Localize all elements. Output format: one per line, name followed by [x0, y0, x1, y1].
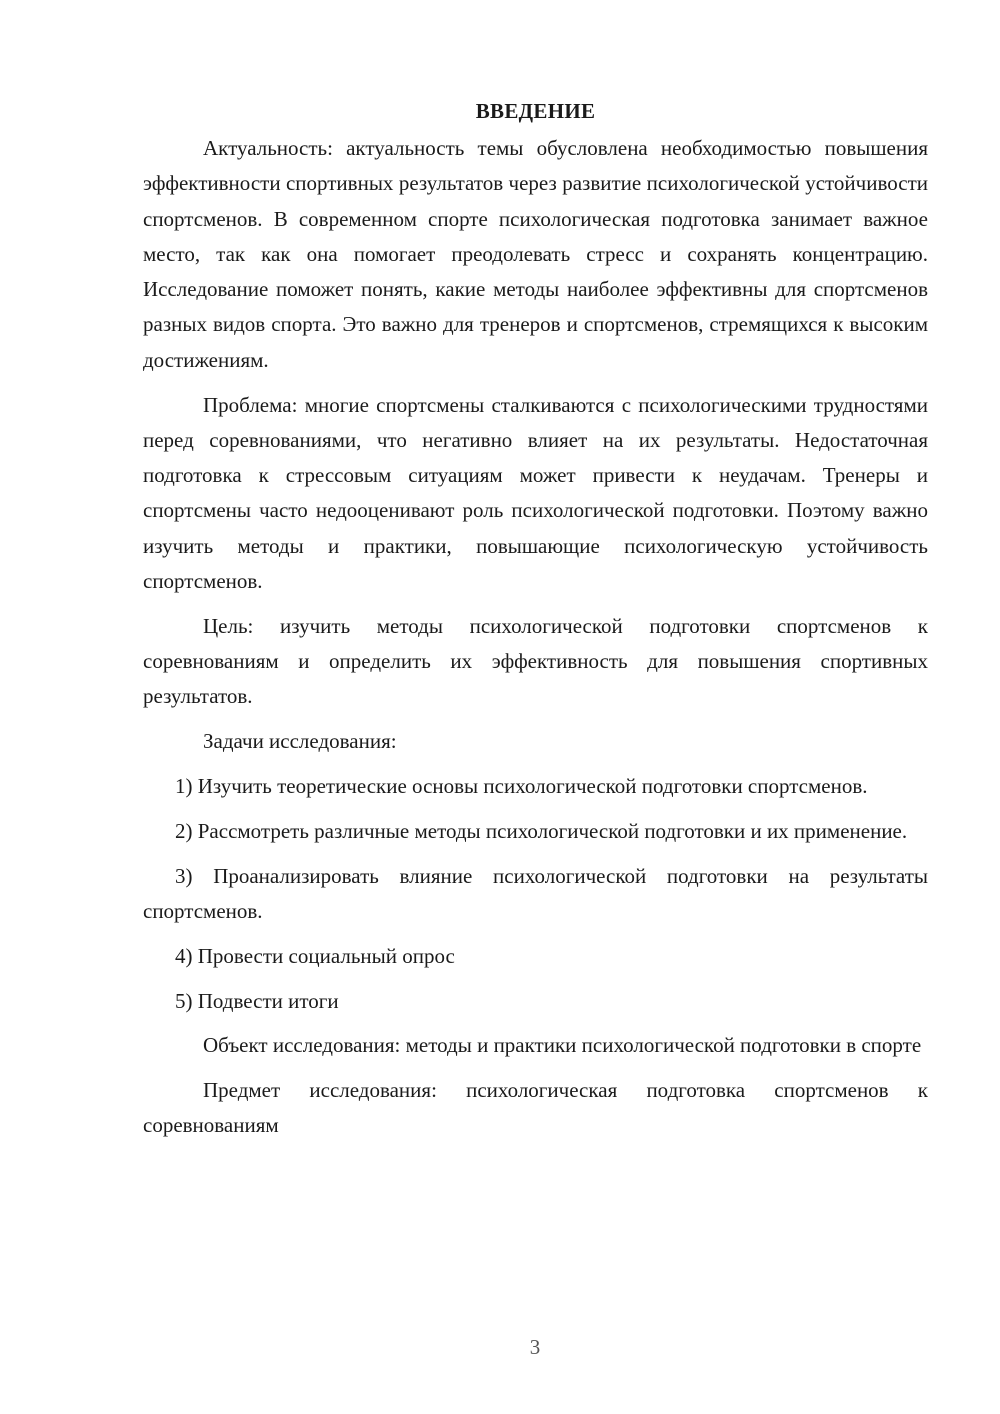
object-paragraph: Объект исследования: методы и практики психологической подготовки в спорте — [203, 1033, 922, 1058]
page-content — [143, 96, 928, 1153]
page-number: 3 — [529, 1335, 541, 1359]
problem-paragraph: Проблема: многие спортсмены сталкиваются с психологическими трудностями перед соревнованиями, что негативно влияет на их результаты. Недостаточная подготовка к стрессовым ситуациям может привести к неудачам. Тренеры и спортсмены часто недооценивают роль психологической подготовки. Поэтому важно изучить методы и практики, повышающие психологическую устойчивость спортсменов. — [143, 392, 928, 594]
task-item-3: 3) Проанализировать влияние психологической подготовки на результаты спортсменов. — [143, 863, 928, 923]
relevance-paragraph: Актуальность: актуальность темы обусловлена необходимостью повышения эффективности спортивных результатов через развитие психологической устойчивости спортсменов. В современном спорте психологическая подготовка занимает важное место, так как она помогает преодолевать стресс и сохранять концентрацию. Исследование поможет понять, какие методы наиболее эффективны для спортсменов разных видов спорта. Это важно для тренеров и спортсменов, стремящихся к высоким достижениям. — [143, 136, 928, 372]
section-heading: ВВЕДЕНИЕ — [475, 99, 596, 123]
task-item-1: 1) Изучить теоретические основы психологической подготовки спортсменов. — [175, 774, 868, 799]
task-item-5: 5) Подвести итоги — [175, 988, 339, 1013]
task-item-2: 2) Рассмотреть различные методы психологической подготовки и их применение. — [175, 818, 908, 843]
subject-paragraph: Предмет исследования: психологическая подготовка спортсменов к соревнованиям — [143, 1078, 928, 1138]
tasks-heading: Задачи исследования: — [203, 729, 397, 754]
task-item-4: 4) Провести социальный опрос — [175, 943, 455, 968]
goal-paragraph: Цель: изучить методы психологической подготовки спортсменов к соревнованиям и определить их эффективность для повышения спортивных результатов. — [143, 613, 928, 709]
